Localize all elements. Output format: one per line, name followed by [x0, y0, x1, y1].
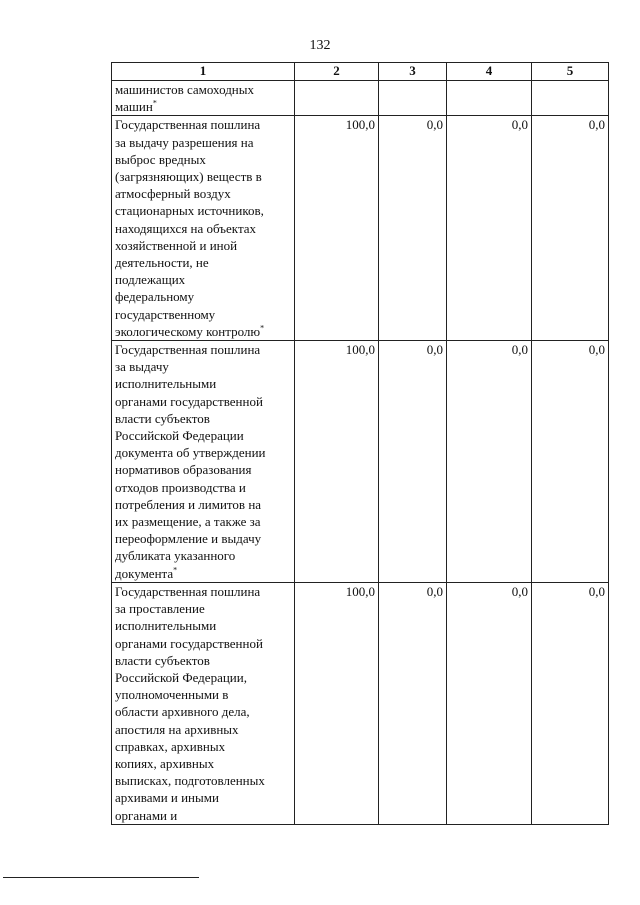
- row-value-col3: [379, 81, 447, 116]
- budget-table: [111, 62, 609, 825]
- row-value-col4: [447, 81, 532, 116]
- row-description: [112, 116, 295, 341]
- row-description-text: Государственная пошлина за выдачу исполнительными органами государственной власти субъектов Российской Федерации документа об утверждении нормативов образования отходов производства и потребления и лимитов на их размещение, а также за переоформление и выдачу дубликата указанного документа: [115, 342, 266, 581]
- row-description-text: Государственная пошлина за выдачу разрешения на выброс вредных (загрязняющих) веществ в атмосферный воздух стационарных источников, находящихся на объектах хозяйственной и иной деятельности, не подлежащих федеральному государственному экологическому контролю: [115, 117, 264, 339]
- row-value-col5: 0,0: [532, 582, 609, 824]
- row-value-col5: 0,0: [532, 341, 609, 583]
- table-header-row: [112, 63, 609, 81]
- row-value-col3: 0,0: [379, 582, 447, 824]
- column-header-2: 2: [295, 63, 379, 81]
- page-number: 132: [309, 38, 331, 53]
- row-value-col4: 0,0: [447, 116, 532, 341]
- row-value-col5: [532, 81, 609, 116]
- row-description: [112, 582, 295, 824]
- row-description-text: машинистов самоходных машин: [115, 82, 254, 115]
- column-header-5: 5: [532, 63, 609, 81]
- table-row: [112, 341, 609, 583]
- row-description-text: Государственная пошлина за проставление исполнительными органами государственной власти субъектов Российской Федерации, уполномоченными в области архивного дела, апостиля на архивных справках, архивных копиях, архивных выписках, подготовленных архивами и иными органами и: [115, 583, 265, 823]
- row-value-col3: 0,0: [379, 341, 447, 583]
- row-value-col2: [295, 81, 379, 116]
- row-value-col4: 0,0: [447, 341, 532, 583]
- table-row: [112, 582, 609, 824]
- row-value-col2: 100,0: [295, 582, 379, 824]
- row-value-col2: 100,0: [295, 341, 379, 583]
- table-row: [112, 81, 609, 116]
- row-description: [112, 341, 295, 583]
- column-header-3: 3: [379, 63, 447, 81]
- footnote-mark: *: [173, 565, 178, 575]
- row-value-col2: 100,0: [295, 116, 379, 341]
- row-description: [112, 81, 295, 116]
- column-header-1: 1: [112, 63, 295, 81]
- column-header-4: 4: [447, 63, 532, 81]
- footnote-mark: *: [260, 323, 265, 333]
- footnote-divider: [3, 877, 199, 878]
- footnote-mark: *: [152, 98, 157, 108]
- table-row: [112, 116, 609, 341]
- row-value-col4: 0,0: [447, 582, 532, 824]
- row-value-col5: 0,0: [532, 116, 609, 341]
- row-value-col3: 0,0: [379, 116, 447, 341]
